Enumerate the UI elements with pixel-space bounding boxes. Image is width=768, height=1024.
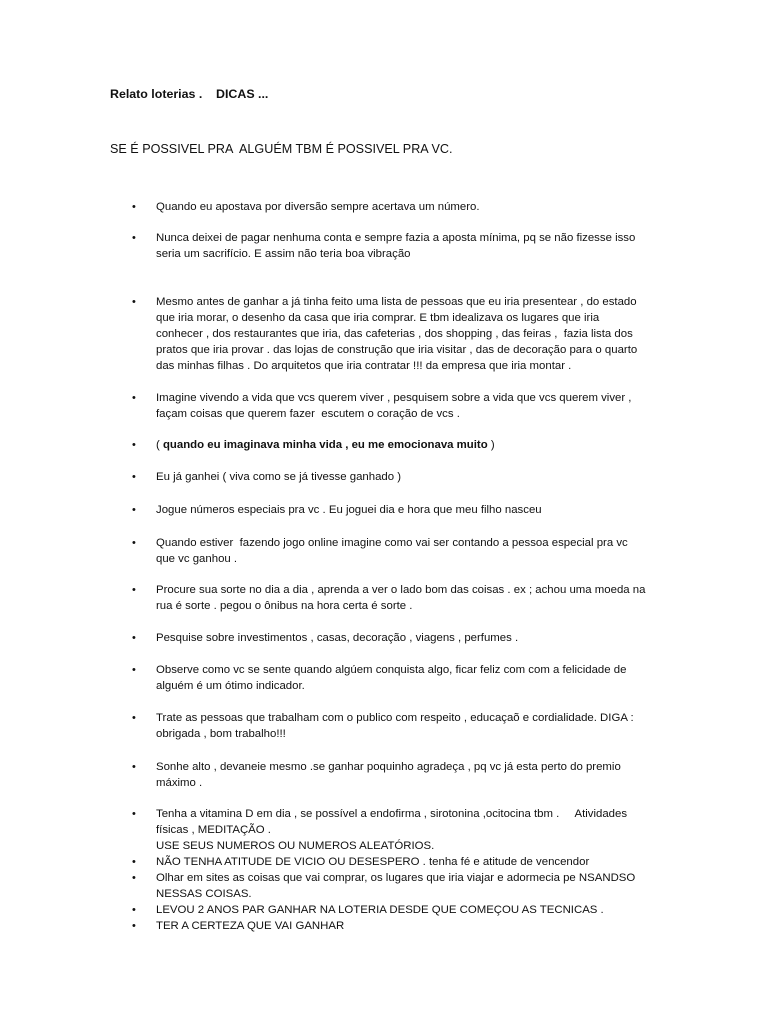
list-item	[132, 854, 660, 870]
list-item	[132, 902, 660, 918]
list-item	[132, 710, 660, 742]
numbers-tip: USE SEUS NUMEROS OU NUMEROS ALEATÓRIOS.	[156, 840, 435, 852]
open-paren: (	[156, 439, 163, 451]
bullet-icon: •	[132, 632, 136, 644]
list-item	[132, 662, 660, 694]
bullet-icon: •	[132, 471, 136, 483]
list-item-text: Procure sua sorte no dia a dia , aprenda a ver o lado bom das coisas . ex ; achou uma moeda na rua é sorte . pegou o ônibus na hora certa é sorte .	[156, 584, 646, 612]
list-item	[132, 230, 660, 262]
list-item-text: Imagine vivendo a vida que vcs querem viver , pesquisem sobre a vida que vcs querem viver , façam coisas que querem fazer escutem o coração de vcs .	[156, 392, 632, 420]
bullet-icon: •	[132, 439, 136, 451]
document-title: Relato loterias . DICAS ...	[110, 87, 269, 101]
list-item	[132, 870, 660, 902]
bullet-icon: •	[132, 856, 136, 868]
list-item	[132, 918, 660, 934]
list-item-text: Nunca deixei de pagar nenhuma conta e sempre fazia a aposta mínima, pq se não fizesse isso seria um sacrifício. E assim não teria boa vibração	[156, 232, 636, 260]
bullet-icon: •	[132, 296, 136, 308]
list-item	[132, 759, 660, 791]
list-item	[132, 582, 660, 614]
list-item	[132, 437, 660, 453]
bullet-icon: •	[132, 201, 136, 213]
list-item-text: Quando eu apostava por diversão sempre acertava um número.	[156, 201, 480, 213]
bullet-icon: •	[132, 584, 136, 596]
list-item-text: Olhar em sites as coisas que vai comprar, os lugares que iria viajar e adormecia pe NSANDSO NESSAS COISAS.	[156, 872, 636, 900]
bullet-icon: •	[132, 504, 136, 516]
list-item	[132, 294, 660, 374]
list-item	[132, 502, 660, 518]
list-item	[132, 199, 660, 215]
list-item-text: Eu já ganhei ( viva como se já tivesse ganhado )	[156, 471, 402, 483]
list-item	[132, 535, 660, 567]
bullet-icon: •	[132, 537, 136, 549]
list-item-text: Observe como vc se sente quando algúem conquista algo, ficar feliz com com a felicidade de alguém é um ótimo indicador.	[156, 664, 627, 692]
bullet-icon: •	[132, 392, 136, 404]
bullet-icon: •	[132, 232, 136, 244]
close-paren: )	[487, 439, 495, 451]
list-item-text: Mesmo antes de ganhar a já tinha feito uma lista de pessoas que eu iria presentear , do estado que iria morar, o desenho da casa que iria comprar. E tbm idealizava os lugares que iria conhecer , dos restaurantes que iria, das cafeterias , dos shopping , das feiras , fazia lista dos pratos que iria provar . das lojas de construção que iria visitar , das de decoração para o quarto das minhas filhas . Do arquitetos que iria contratar !!! da empresa que iria montar .	[156, 296, 638, 372]
list-item-text	[156, 437, 660, 453]
bullet-icon: •	[132, 664, 136, 676]
bullet-icon: •	[132, 761, 136, 773]
list-item-text: Jogue números especiais pra vc . Eu joguei dia e hora que meu filho nasceu	[156, 504, 542, 516]
emphasis-text: quando eu imaginava minha vida , eu me emocionava muito	[162, 439, 488, 451]
list-item	[132, 630, 660, 646]
list-item-text: NÃO TENHA ATITUDE DE VICIO OU DESESPERO . tenha fé e atitude de vencendor	[156, 856, 590, 868]
list-item	[132, 806, 660, 838]
list-item-text: Tenha a vitamina D em dia , se possível a endofirma , sirotonina ,ocitocina tbm . Atividades físicas , MEDITAÇÃO .	[156, 808, 628, 836]
list-item-text: Sonhe alto , devaneie mesmo .se ganhar poquinho agradeça , pq vc já esta perto do premio máximo .	[156, 761, 621, 789]
document-subtitle: SE É POSSIVEL PRA ALGUÉM TBM É POSSIVEL PRA VC.	[110, 142, 453, 156]
list-item-text: Trate as pessoas que trabalham com o publico com respeito , educaçaõ e cordialidade. DIGA : obrigada , bom trabalho!!!	[156, 712, 634, 740]
list-item-text: Pesquise sobre investimentos , casas, decoração , viagens , perfumes .	[156, 632, 519, 644]
list-item	[132, 469, 660, 485]
list-item	[132, 390, 660, 422]
list-item-text: LEVOU 2 ANOS PAR GANHAR NA LOTERIA DESDE QUE COMEÇOU AS TECNICAS .	[156, 904, 604, 916]
bullet-icon: •	[132, 712, 136, 724]
list-item-text: TER A CERTEZA QUE VAI GANHAR	[156, 920, 345, 932]
bullet-icon: •	[132, 904, 136, 916]
bullet-icon: •	[132, 920, 136, 932]
list-item-text: Quando estiver fazendo jogo online imagine como vai ser contando a pessoa especial pra vc que vc ganhou .	[156, 537, 628, 565]
bullet-icon: •	[132, 872, 136, 884]
bullet-icon: •	[132, 808, 136, 820]
